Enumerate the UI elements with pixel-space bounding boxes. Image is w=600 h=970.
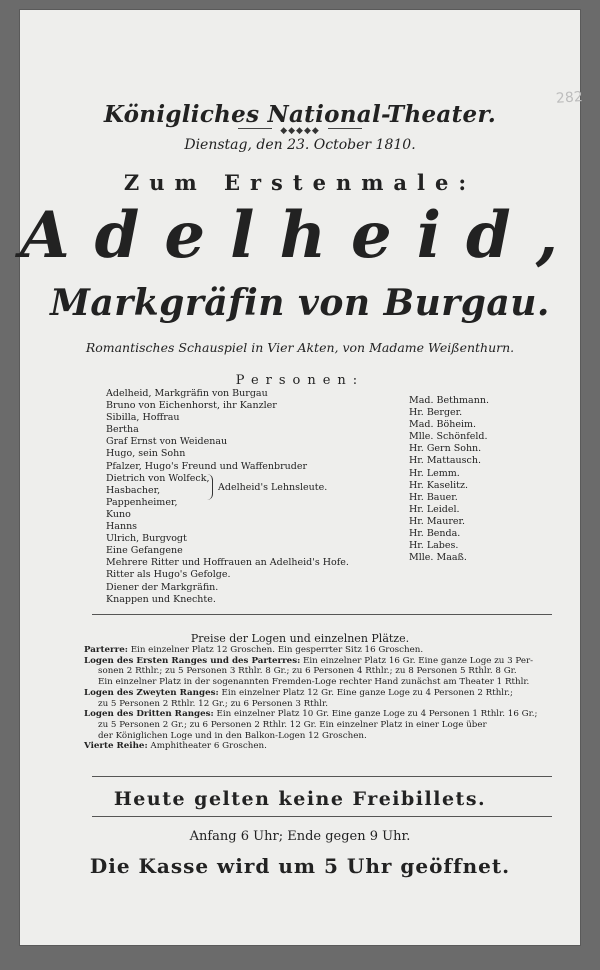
- role-item: Bruno von Eichenhorst, ihr Kanzler: [106, 400, 277, 412]
- role-item: Dietrich von Wolfeck,: [106, 472, 210, 484]
- box-office-notice: Die Kasse wird um 5 Uhr geöffnet.: [89, 854, 511, 878]
- start-end-times: Anfang 6 Uhr; Ende gegen 9 Uhr.: [189, 829, 411, 844]
- role-item: Diener der Markgräfin.: [106, 581, 219, 593]
- role-item: Hanns: [106, 521, 138, 533]
- actor-item: Hr. Berger.: [409, 407, 463, 419]
- actor-item: Hr. Kaselitz.: [409, 479, 468, 491]
- vassals-label: Adelheid's Lehnsleute.: [218, 482, 328, 493]
- header-ornament: ◆◆◆◆◆: [280, 126, 320, 136]
- price-line: zu 5 Personen 2 Rthlr. 12 Gr.; zu 6 Personen 3 Rthlr.: [98, 698, 328, 709]
- actor-list: [409, 395, 489, 564]
- actor-item: Hr. Leidel.: [409, 503, 460, 515]
- header-rule-right: [328, 128, 362, 129]
- actor-item: Mlle. Schönfeld.: [409, 431, 488, 443]
- price-line: Logen des Ersten Ranges und des Parterres: Ein einzelner Platz 16 Gr. Eine ganze Loge zu 3 Per-: [84, 655, 534, 666]
- premiere-label: Zum Erstenmale:: [123, 170, 477, 195]
- role-item: Hasbacher,: [106, 484, 161, 496]
- theater-name: Königliches National-Theater.: [103, 101, 497, 128]
- role-item: Ulrich, Burgvogt: [106, 533, 187, 545]
- actor-item: Hr. Labes.: [409, 540, 459, 552]
- actor-item: Hr. Gern Sohn.: [409, 443, 482, 455]
- price-line: sonen 2 Rthlr.; zu 5 Personen 3 Rthlr. 8 Gr.; zu 6 Personen 4 Rthlr.; zu 8 Personen 5 Rthlr. 8 Gr.: [98, 666, 517, 677]
- price-line: Vierte Reihe: Amphitheater 6 Groschen.: [84, 741, 267, 752]
- role-list: [106, 388, 349, 606]
- role-item: Eine Gefangene: [106, 545, 183, 557]
- actor-item: Hr. Benda.: [409, 528, 461, 540]
- vassals-brace: [206, 474, 213, 500]
- role-item: Sibilla, Hoffrau: [106, 412, 180, 424]
- no-free-tickets-notice: Heute gelten keine Freibillets.: [113, 788, 487, 810]
- play-title: Adelheid,: [20, 198, 584, 273]
- role-item: Pfalzer, Hugo's Freund und Waffenbruder: [106, 460, 307, 472]
- actor-item: Hr. Lemm.: [409, 467, 460, 479]
- role-item: Knappen und Knechte.: [106, 593, 216, 605]
- actor-item: Mad. Bethmann.: [409, 395, 489, 406]
- section-divider: [92, 816, 552, 817]
- actor-item: Mad. Böheim.: [409, 419, 477, 431]
- role-item: Pappenheimer,: [106, 496, 178, 508]
- play-title-continued: Markgräfin von Burgau.: [50, 282, 550, 324]
- role-item: Hugo, sein Sohn: [106, 448, 186, 460]
- cast-heading: Personen:: [235, 373, 365, 388]
- actor-item: Mlle. Maaß.: [409, 552, 467, 564]
- price-line: Logen des Zweyten Ranges: Ein einzelner Platz 12 Gr. Eine ganze Loge zu 4 Personen 2 Rthlr.;: [84, 687, 513, 698]
- price-line: Logen des Dritten Ranges: Ein einzelner Platz 10 Gr. Eine ganze Loge zu 4 Personen 1 Rthlr. 16 Gr.;: [84, 709, 538, 720]
- role-item: Adelheid, Markgräfin von Burgau: [106, 388, 268, 399]
- prices-list: [84, 645, 554, 752]
- header-rule-left: [238, 128, 272, 129]
- section-divider: [92, 776, 552, 777]
- price-line: der Königlichen Loge und in den Balkon-Logen 12 Groschen.: [98, 730, 367, 741]
- role-item: Mehrere Ritter und Hoffrauen an Adelheid's Hofe.: [106, 557, 349, 569]
- role-item: Kuno: [106, 508, 131, 520]
- price-line: Parterre: Ein einzelner Platz 12 Groschen. Ein gesperrter Sitz 16 Groschen.: [84, 645, 424, 655]
- play-subtitle: Romantisches Schauspiel in Vier Akten, von Madame Weißenthurn.: [85, 340, 515, 355]
- section-divider: [92, 614, 552, 615]
- role-item: Bertha: [106, 424, 139, 436]
- price-line: zu 5 Personen 2 Gr.; zu 6 Personen 2 Rthlr. 12 Gr. Ein einzelner Platz in einer Loge über: [98, 719, 487, 730]
- role-item: Ritter als Hugo's Gefolge.: [106, 569, 231, 581]
- performance-date: Dienstag, den 23. October 1810.: [184, 137, 416, 153]
- actor-item: Hr. Bauer.: [409, 491, 458, 503]
- actor-item: Hr. Mattausch.: [409, 455, 481, 467]
- role-item: Graf Ernst von Weidenau: [106, 436, 228, 448]
- archive-number: 282: [555, 89, 584, 107]
- price-line: Ein einzelner Platz in der sogenannten Fremden-Loge rechter Hand zunächst am Theater 1 Rthlr.: [98, 677, 530, 688]
- prices-heading: Preise der Logen und einzelnen Plätze.: [190, 632, 410, 645]
- actor-item: Hr. Maurer.: [409, 515, 466, 527]
